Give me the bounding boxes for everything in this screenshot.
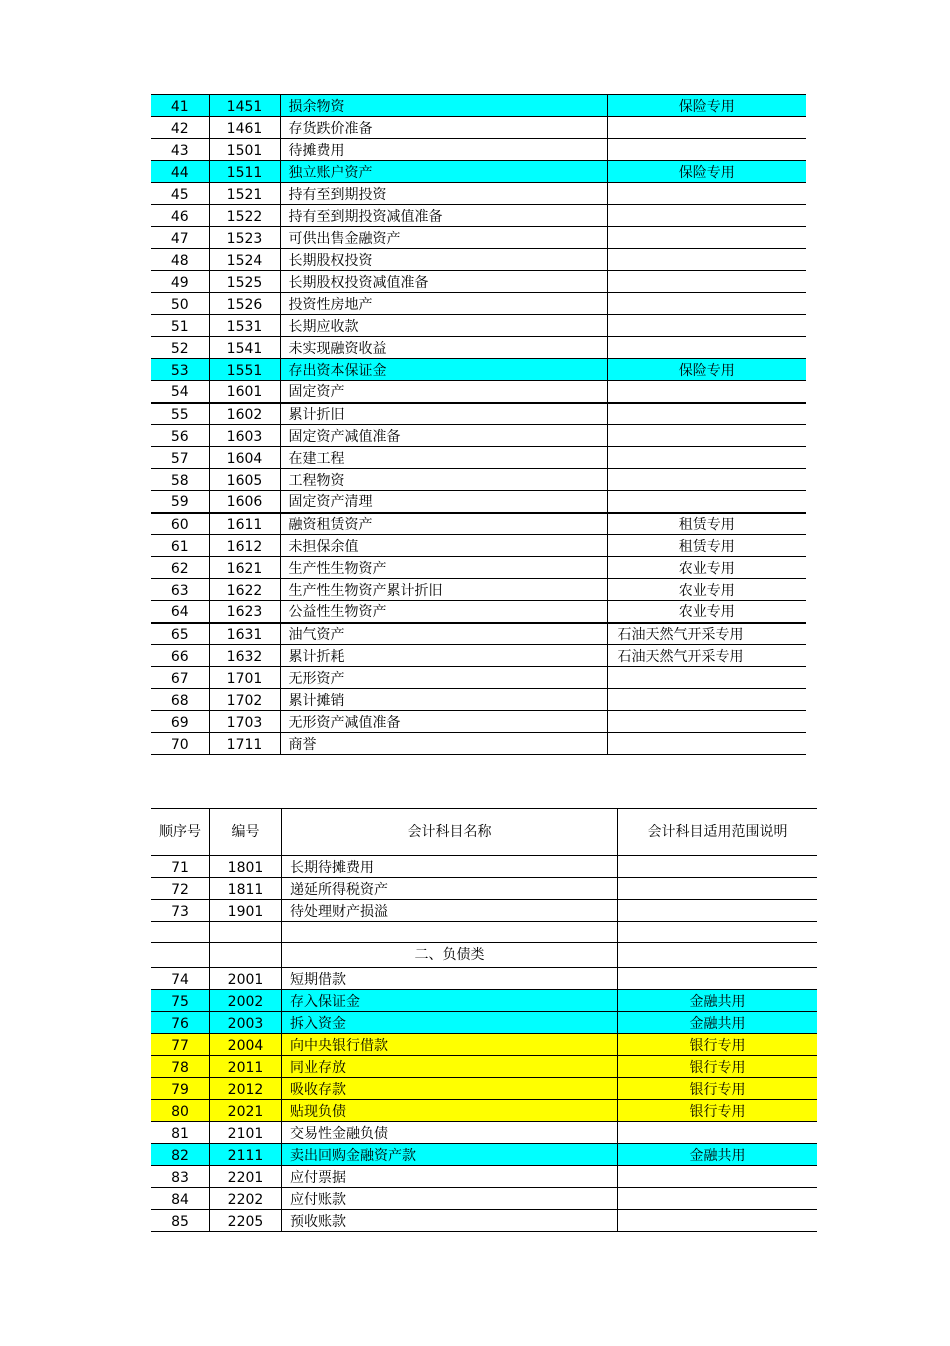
table-row <box>151 205 806 227</box>
row-code: 1524 <box>209 249 280 271</box>
row-code: 1501 <box>209 139 280 161</box>
row-seq: 46 <box>151 205 209 227</box>
row-code: 2202 <box>210 1188 282 1210</box>
row-seq: 42 <box>151 117 209 139</box>
row-code: 1605 <box>209 469 280 491</box>
row-scope <box>607 689 806 711</box>
table-row <box>151 403 806 425</box>
table-row <box>151 579 806 601</box>
header-name: 会计科目名称 <box>282 809 618 856</box>
row-scope <box>607 733 806 755</box>
row-name: 持有至到期投资减值准备 <box>280 205 607 227</box>
table-row <box>151 667 806 689</box>
row-name: 存出资本保证金 <box>280 359 607 381</box>
table-row <box>151 1144 817 1166</box>
row-code: 1611 <box>209 513 280 535</box>
table-row <box>151 1210 817 1232</box>
row-scope: 农业专用 <box>607 601 806 623</box>
row-scope <box>607 183 806 205</box>
row-scope: 石油天然气开采专用 <box>607 645 806 667</box>
row-scope: 石油天然气开采专用 <box>607 623 806 645</box>
row-seq: 45 <box>151 183 209 205</box>
row-code: 1521 <box>209 183 280 205</box>
row-name: 在建工程 <box>280 447 607 469</box>
table-row <box>151 990 817 1012</box>
row-scope <box>607 491 806 513</box>
row-code: 1621 <box>209 557 280 579</box>
row-name: 损余物资 <box>280 95 607 117</box>
row-seq: 53 <box>151 359 209 381</box>
row-code: 2011 <box>210 1056 282 1078</box>
row-scope: 银行专用 <box>618 1078 818 1100</box>
blank-cell <box>282 922 618 943</box>
row-scope <box>607 205 806 227</box>
row-scope <box>618 1188 818 1210</box>
row-seq: 48 <box>151 249 209 271</box>
blank-cell <box>210 943 282 968</box>
row-scope: 农业专用 <box>607 579 806 601</box>
row-code: 1622 <box>209 579 280 601</box>
row-name: 生产性生物资产累计折旧 <box>280 579 607 601</box>
row-name: 油气资产 <box>280 623 607 645</box>
row-scope: 保险专用 <box>607 95 806 117</box>
table-row <box>151 315 806 337</box>
row-seq: 80 <box>151 1100 210 1122</box>
row-code: 2002 <box>210 990 282 1012</box>
row-code: 2001 <box>210 968 282 990</box>
row-name: 累计折旧 <box>280 403 607 425</box>
row-code: 1901 <box>210 900 282 922</box>
row-name: 长期股权投资减值准备 <box>280 271 607 293</box>
table-row <box>151 711 806 733</box>
row-scope <box>607 271 806 293</box>
table-row <box>151 95 806 117</box>
row-scope <box>607 425 806 447</box>
row-code: 1701 <box>209 667 280 689</box>
row-name: 生产性生物资产 <box>280 557 607 579</box>
row-seq: 83 <box>151 1166 210 1188</box>
row-seq: 47 <box>151 227 209 249</box>
row-scope <box>607 447 806 469</box>
row-code: 1612 <box>209 535 280 557</box>
blank-cell <box>210 922 282 943</box>
table-row <box>151 1166 817 1188</box>
table-row <box>151 183 806 205</box>
row-scope <box>607 249 806 271</box>
row-code: 1811 <box>210 878 282 900</box>
row-name: 应付账款 <box>282 1188 618 1210</box>
row-seq: 75 <box>151 990 210 1012</box>
row-name: 待处理财产损溢 <box>282 900 618 922</box>
row-name: 长期待摊费用 <box>282 856 618 878</box>
row-seq: 72 <box>151 878 210 900</box>
row-code: 1632 <box>209 645 280 667</box>
row-seq: 62 <box>151 557 209 579</box>
table-row <box>151 293 806 315</box>
row-seq: 57 <box>151 447 209 469</box>
row-scope <box>618 878 818 900</box>
row-name: 持有至到期投资 <box>280 183 607 205</box>
table-row <box>151 1078 817 1100</box>
row-code: 1526 <box>209 293 280 315</box>
row-seq: 69 <box>151 711 209 733</box>
row-name: 待摊费用 <box>280 139 607 161</box>
row-seq: 71 <box>151 856 210 878</box>
row-seq: 85 <box>151 1210 210 1232</box>
row-seq: 63 <box>151 579 209 601</box>
row-name: 投资性房地产 <box>280 293 607 315</box>
row-seq: 68 <box>151 689 209 711</box>
row-code: 1604 <box>209 447 280 469</box>
header-seq: 顺序号 <box>151 809 210 856</box>
row-name: 可供出售金融资产 <box>280 227 607 249</box>
row-code: 2012 <box>210 1078 282 1100</box>
row-seq: 67 <box>151 667 209 689</box>
table-row <box>151 623 806 645</box>
row-seq: 79 <box>151 1078 210 1100</box>
row-name: 无形资产减值准备 <box>280 711 607 733</box>
section-row <box>151 943 817 968</box>
row-scope: 金融共用 <box>618 1144 818 1166</box>
row-seq: 82 <box>151 1144 210 1166</box>
row-name: 同业存放 <box>282 1056 618 1078</box>
table-row <box>151 535 806 557</box>
row-name: 未实现融资收益 <box>280 337 607 359</box>
row-scope <box>607 403 806 425</box>
table-row <box>151 491 806 513</box>
row-code: 1461 <box>209 117 280 139</box>
row-code: 1522 <box>209 205 280 227</box>
row-seq: 41 <box>151 95 209 117</box>
row-code: 1631 <box>209 623 280 645</box>
row-code: 1801 <box>210 856 282 878</box>
row-code: 2004 <box>210 1034 282 1056</box>
row-scope: 农业专用 <box>607 557 806 579</box>
table-row <box>151 689 806 711</box>
table-row <box>151 271 806 293</box>
table-row <box>151 425 806 447</box>
table-row <box>151 513 806 535</box>
table-row <box>151 1100 817 1122</box>
row-name: 存货跌价准备 <box>280 117 607 139</box>
row-code: 2021 <box>210 1100 282 1122</box>
row-scope <box>607 667 806 689</box>
row-seq: 74 <box>151 968 210 990</box>
row-name: 递延所得税资产 <box>282 878 618 900</box>
row-scope <box>618 900 818 922</box>
row-name: 融资租赁资产 <box>280 513 607 535</box>
row-code: 1551 <box>209 359 280 381</box>
table-row <box>151 645 806 667</box>
table-row <box>151 447 806 469</box>
row-seq: 76 <box>151 1012 210 1034</box>
table-header-row <box>151 809 817 856</box>
table-row <box>151 733 806 755</box>
row-scope <box>607 227 806 249</box>
row-code: 1525 <box>209 271 280 293</box>
table-row <box>151 1012 817 1034</box>
table-row <box>151 469 806 491</box>
row-code: 1711 <box>209 733 280 755</box>
row-seq: 73 <box>151 900 210 922</box>
row-seq: 52 <box>151 337 209 359</box>
row-scope <box>607 293 806 315</box>
row-code: 1606 <box>209 491 280 513</box>
row-seq: 49 <box>151 271 209 293</box>
table-row <box>151 878 817 900</box>
row-scope <box>607 381 806 403</box>
row-code: 1602 <box>209 403 280 425</box>
row-code: 1702 <box>209 689 280 711</box>
row-seq: 58 <box>151 469 209 491</box>
row-code: 1541 <box>209 337 280 359</box>
row-code: 1531 <box>209 315 280 337</box>
row-code: 2101 <box>210 1122 282 1144</box>
row-scope <box>618 1122 818 1144</box>
row-seq: 56 <box>151 425 209 447</box>
row-seq: 64 <box>151 601 209 623</box>
row-scope <box>607 117 806 139</box>
row-name: 存入保证金 <box>282 990 618 1012</box>
row-code: 1511 <box>209 161 280 183</box>
row-scope <box>618 968 818 990</box>
table-row <box>151 1034 817 1056</box>
row-scope: 租赁专用 <box>607 535 806 557</box>
row-scope: 银行专用 <box>618 1100 818 1122</box>
table-row <box>151 359 806 381</box>
row-name: 预收账款 <box>282 1210 618 1232</box>
row-name: 固定资产 <box>280 381 607 403</box>
row-scope: 金融共用 <box>618 990 818 1012</box>
row-seq: 44 <box>151 161 209 183</box>
blank-cell <box>618 943 818 968</box>
row-seq: 55 <box>151 403 209 425</box>
row-name: 累计折耗 <box>280 645 607 667</box>
blank-cell <box>151 943 210 968</box>
table-row <box>151 381 806 403</box>
row-scope: 保险专用 <box>607 161 806 183</box>
row-code: 1523 <box>209 227 280 249</box>
row-name: 工程物资 <box>280 469 607 491</box>
row-seq: 51 <box>151 315 209 337</box>
row-seq: 54 <box>151 381 209 403</box>
row-scope <box>607 337 806 359</box>
row-seq: 65 <box>151 623 209 645</box>
header-scope: 会计科目适用范围说明 <box>618 809 818 856</box>
section-title: 二、负债类 <box>282 943 618 968</box>
row-name: 固定资产减值准备 <box>280 425 607 447</box>
row-name: 固定资产清理 <box>280 491 607 513</box>
row-name: 独立账户资产 <box>280 161 607 183</box>
table-row <box>151 139 806 161</box>
row-scope <box>618 1210 818 1232</box>
table-row <box>151 900 817 922</box>
row-name: 无形资产 <box>280 667 607 689</box>
row-scope <box>618 1166 818 1188</box>
row-scope <box>607 711 806 733</box>
row-code: 2003 <box>210 1012 282 1034</box>
row-scope: 金融共用 <box>618 1012 818 1034</box>
row-name: 累计摊销 <box>280 689 607 711</box>
row-seq: 66 <box>151 645 209 667</box>
table-row <box>151 1122 817 1144</box>
row-seq: 60 <box>151 513 209 535</box>
row-scope: 银行专用 <box>618 1056 818 1078</box>
row-code: 1451 <box>209 95 280 117</box>
table-row <box>151 117 806 139</box>
row-name: 吸收存款 <box>282 1078 618 1100</box>
accounts-table-1 <box>151 94 806 755</box>
row-code: 1623 <box>209 601 280 623</box>
row-code: 2205 <box>210 1210 282 1232</box>
row-name: 卖出回购金融资产款 <box>282 1144 618 1166</box>
table-row <box>151 249 806 271</box>
blank-cell <box>618 922 818 943</box>
row-name: 长期股权投资 <box>280 249 607 271</box>
row-name: 商誉 <box>280 733 607 755</box>
row-name: 未担保余值 <box>280 535 607 557</box>
header-code: 编号 <box>210 809 282 856</box>
row-scope <box>618 856 818 878</box>
table-row <box>151 161 806 183</box>
row-seq: 43 <box>151 139 209 161</box>
row-seq: 84 <box>151 1188 210 1210</box>
row-code: 1603 <box>209 425 280 447</box>
row-seq: 81 <box>151 1122 210 1144</box>
table-row <box>151 601 806 623</box>
row-seq: 78 <box>151 1056 210 1078</box>
row-seq: 77 <box>151 1034 210 1056</box>
row-seq: 59 <box>151 491 209 513</box>
row-name: 长期应收款 <box>280 315 607 337</box>
row-code: 1703 <box>209 711 280 733</box>
row-code: 2201 <box>210 1166 282 1188</box>
row-scope: 银行专用 <box>618 1034 818 1056</box>
table-row <box>151 337 806 359</box>
row-code: 1601 <box>209 381 280 403</box>
table-row <box>151 968 817 990</box>
row-name: 向中央银行借款 <box>282 1034 618 1056</box>
table-row <box>151 856 817 878</box>
row-seq: 70 <box>151 733 209 755</box>
row-scope <box>607 139 806 161</box>
row-name: 应付票据 <box>282 1166 618 1188</box>
table-row <box>151 1188 817 1210</box>
table-row <box>151 227 806 249</box>
row-scope: 保险专用 <box>607 359 806 381</box>
row-scope: 租赁专用 <box>607 513 806 535</box>
row-code: 2111 <box>210 1144 282 1166</box>
row-name: 公益性生物资产 <box>280 601 607 623</box>
row-name: 贴现负债 <box>282 1100 618 1122</box>
row-name: 交易性金融负债 <box>282 1122 618 1144</box>
table-row <box>151 557 806 579</box>
blank-row <box>151 922 817 943</box>
row-scope <box>607 315 806 337</box>
row-scope <box>607 469 806 491</box>
row-seq: 61 <box>151 535 209 557</box>
row-name: 短期借款 <box>282 968 618 990</box>
row-seq: 50 <box>151 293 209 315</box>
row-name: 拆入资金 <box>282 1012 618 1034</box>
blank-cell <box>151 922 210 943</box>
accounts-table-2 <box>151 808 817 1232</box>
table-row <box>151 1056 817 1078</box>
